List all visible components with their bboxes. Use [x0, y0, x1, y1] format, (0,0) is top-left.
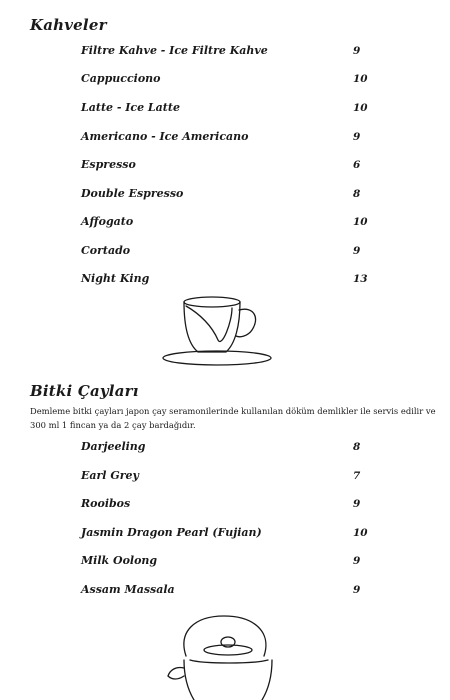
menu-item-name: Cappucciono	[81, 72, 161, 85]
menu-item-name: Rooibos	[81, 497, 131, 510]
menu-item-price: 9	[353, 584, 361, 596]
section-description: Demleme bitki çayları japon çay seramonilerinde kullanılan döküm demlikler ile servis edilir ve 300 ml 1 fincan ya da 2 çay bardağıdır.	[30, 406, 436, 430]
menu-item-name: Milk Oolong	[81, 554, 158, 567]
menu-item-name: Espresso	[81, 158, 136, 171]
menu-item-name: Double Espresso	[81, 187, 184, 200]
menu-item-price: 9	[353, 245, 361, 257]
menu-item-name: Jasmin Dragon Pearl (Fujian)	[81, 526, 262, 539]
menu-item-name: Affogato	[81, 215, 134, 228]
menu-item-price: 13	[353, 273, 368, 285]
menu-item-price: 9	[353, 555, 361, 567]
menu-item-price: 6	[353, 159, 361, 171]
menu-item-price: 10	[353, 102, 368, 114]
menu-item-name: Earl Grey	[81, 469, 139, 482]
menu-item-price: 10	[353, 216, 368, 228]
menu-item-name: Americano - Ice Americano	[81, 130, 249, 143]
coffee-cup-icon	[160, 292, 278, 370]
menu-item-price: 8	[353, 188, 361, 200]
teapot-icon	[164, 610, 286, 700]
section-title-coffee: Kahveler	[30, 16, 107, 34]
menu-item-price: 8	[353, 441, 361, 453]
menu-item-price: 9	[353, 498, 361, 510]
menu-item-price: 7	[353, 470, 361, 482]
menu-item-name: Cortado	[81, 244, 131, 257]
section-title-herbal-tea: Bitki Çayları	[30, 382, 139, 400]
menu-item-price: 9	[353, 45, 361, 57]
menu-item-name: Filtre Kahve - Ice Filtre Kahve	[81, 44, 268, 57]
menu-item-price: 10	[353, 73, 368, 85]
menu-item-name: Assam Massala	[81, 583, 175, 596]
menu-item-price: 9	[353, 131, 361, 143]
menu-item-name: Darjeeling	[81, 440, 146, 453]
menu-item-price: 10	[353, 527, 368, 539]
menu-item-name: Latte - Ice Latte	[81, 101, 180, 114]
menu-item-name: Night King	[81, 272, 150, 285]
